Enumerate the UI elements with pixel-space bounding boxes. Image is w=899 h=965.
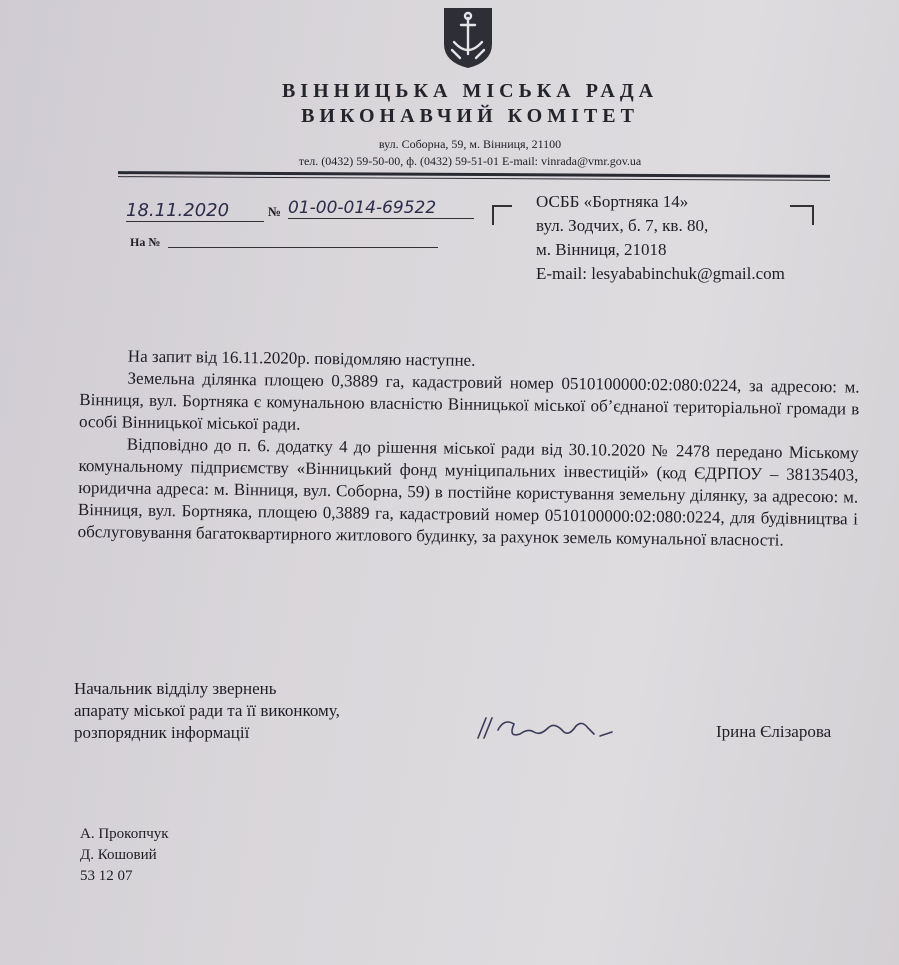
reply-to-line	[168, 247, 438, 248]
handwritten-signature	[470, 708, 630, 748]
recipient-block	[536, 190, 785, 286]
city-coat-of-arms-icon	[440, 6, 496, 70]
address-bracket-right	[790, 205, 814, 225]
body-paragraph-1: На запит від 16.11.2020р. повідомляю наступне.	[127, 346, 476, 370]
body-paragraph-2: Земельна ділянка площею 0,3889 га, кадастровий номер 0510100000:02:080:0224, за адресою: м. Вінниця, вул. Бортняка є комунальною власністю Вінницької міської об’єднаної територіальної громади в особі Вінницької міської ради.	[78, 368, 860, 434]
signatory-title-line-1: Начальник відділу звернень	[74, 679, 277, 698]
executor-phone: 53 12 07	[80, 868, 133, 884]
org-contacts: тел. (0432) 59-50-00, ф. (0432) 59-51-01 E-mail: vinrada@vmr.gov.ua	[298, 154, 642, 168]
recipient-city: м. Вінниця, 21018	[536, 240, 667, 259]
recipient-email: E-mail: lesyababinchuk@gmail.com	[536, 264, 785, 283]
letter-body	[78, 345, 860, 553]
executors-block	[80, 824, 169, 887]
recipient-name: ОСББ «Бортняка 14»	[536, 192, 689, 211]
org-address: вул. Соборна, 59, м. Вінниця, 21100	[378, 137, 562, 151]
signatory-title	[74, 678, 340, 744]
org-subdivision: ВИКОНАВЧИЙ КОМІТЕТ	[301, 105, 639, 127]
registration-date: 18.11.2020	[126, 200, 264, 222]
org-name: ВІННИЦЬКА МІСЬКА РАДА	[281, 80, 659, 102]
address-bracket-left	[492, 205, 512, 225]
executor-2: Д. Кошовий	[80, 847, 157, 863]
recipient-street: вул. Зодчих, б. 7, кв. 80,	[536, 216, 709, 235]
reply-to-label: На №	[130, 235, 161, 249]
registration-number-label: №	[268, 204, 282, 219]
signer-name: Ірина Єлізарова	[716, 722, 832, 741]
executor-1: А. Прокопчук	[80, 826, 169, 842]
registration-number: 01-00-014-69522	[288, 198, 474, 219]
signatory-title-line-3: розпорядник інформації	[74, 723, 250, 742]
body-paragraph-3: Відповідно до п. 6. додатку 4 до рішення міської ради від 30.10.2020 № 2478 передано Міському комунальному підприємству «Вінницький фонд муніципальних інвестицій» (код ЄДРПОУ – 38135403, юридична адреса: м. Вінниця, вул. Соборна, 59) в постійне користування земельну ділянку, за адресою: м. Вінниця, вул. Бортняка, площею 0,3889 га, кадастровий номер 0510100000:02:080:0224, для будівництва і обслуговування багатоквартирного житлового будинку, за рахунок земель комунальної власності.	[77, 434, 859, 550]
signatory-title-line-2: апарату міської ради та її виконкому,	[74, 701, 340, 720]
